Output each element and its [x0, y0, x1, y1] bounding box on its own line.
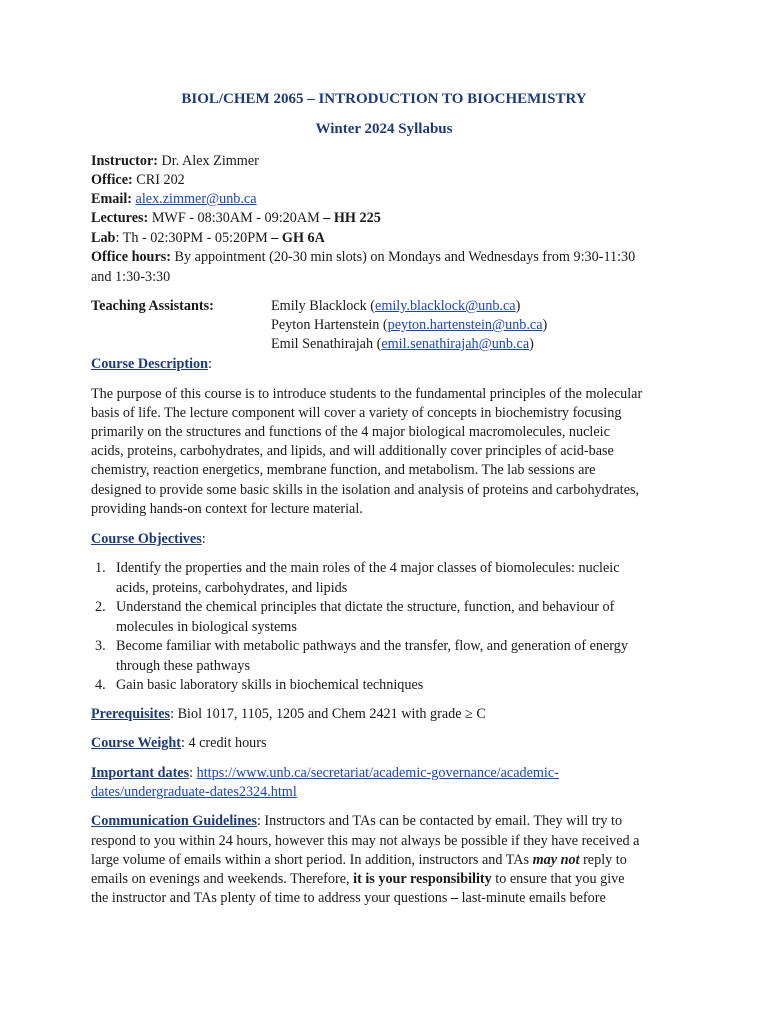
- instructor-label: Instructor:: [91, 153, 158, 169]
- prerequisites-heading: Prerequisites: [91, 706, 171, 722]
- important-dates-link[interactable]: https://www.unb.ca/secretariat/academic-governance/academic-: [196, 765, 559, 781]
- email-line: [91, 190, 257, 210]
- teaching-assistants-label: Teaching Assistants:: [91, 298, 214, 314]
- description-line: acids, proteins, carbohydrates, and lipids, and will additionally cover principles of acid-base: [91, 443, 614, 459]
- lab-label: Lab: [91, 230, 116, 246]
- prerequisites-value: : Biol 1017, 1105, 1205 and Chem 2421 with grade ≥ C: [170, 706, 486, 722]
- lab-value: : Th - 02:30PM - 05:20PM: [115, 230, 272, 246]
- communication-heading: Communication Guidelines: [91, 813, 257, 829]
- communication-line: Communication Guidelines: Instructors and TAs can be contacted by email. They will try to: [91, 813, 623, 829]
- lectures-line: [91, 209, 381, 229]
- description-line: designed to provide some basic skills in the isolation and analysis of proteins and carbohydrates,: [91, 482, 640, 498]
- course-weight-line: [91, 734, 267, 754]
- instructor-value: Dr. Alex Zimmer: [157, 153, 259, 169]
- communication-line: the instructor and TAs plenty of time to address your questions – last-minute emails before: [91, 890, 606, 906]
- office-hours-label: Office hours:: [91, 249, 171, 265]
- office-line: [91, 171, 185, 191]
- list-item: 2. Understand the chemical principles that dictate the structure, function, and behaviour of molecules in biological systems: [95, 599, 615, 635]
- ta-email-link[interactable]: peyton.hartenstein@unb.ca: [387, 317, 543, 333]
- instructor-line: [91, 152, 259, 172]
- list-item: 4. Gain basic laboratory skills in biochemical techniques: [95, 677, 424, 693]
- page-title: BIOL/CHEM 2065 – INTRODUCTION TO BIOCHEMISTRY: [181, 91, 587, 107]
- communication-line: respond to you within 24 hours, however this may not always be possible if they have received a: [91, 833, 640, 849]
- office-hours-line: [91, 248, 635, 268]
- communication-line: large volume of emails within a short period. In addition, instructors and TAs may not reply to: [91, 852, 627, 868]
- course-objectives-heading: Course Objectives:: [91, 531, 206, 547]
- office-hours-value: By appointment (20-30 min slots) on Mondays and Wednesdays from 9:30-11:30: [171, 249, 636, 265]
- email-label: Email:: [91, 191, 132, 207]
- description-line: The purpose of this course is to introduce students to the fundamental principles of the molecular: [91, 386, 643, 402]
- ta-entry: Emily Blacklock (emily.blacklock@unb.ca): [271, 298, 521, 314]
- office-hours-line-2: and 1:30-3:30: [91, 269, 171, 285]
- lectures-value: MWF - 08:30AM - 09:20AM: [148, 210, 324, 226]
- important-dates-link[interactable]: dates/undergraduate-dates2324.html: [91, 784, 297, 800]
- ta-entry: Emil Senathirajah (emil.senathirajah@unb.ca): [271, 336, 534, 352]
- office-label: Office:: [91, 172, 133, 188]
- course-description-heading: Course Description:: [91, 356, 212, 372]
- instructor-email-link[interactable]: alex.zimmer@unb.ca: [135, 191, 257, 207]
- lab-room: – GH 6A: [271, 230, 325, 246]
- important-dates-link-cont: [91, 783, 297, 803]
- important-dates-heading: Important dates: [91, 765, 190, 781]
- prerequisites-line: [91, 705, 486, 725]
- important-dates-line: Important dates: https://www.unb.ca/secretariat/academic-governance/academic-: [91, 765, 559, 781]
- description-line: providing hands-on context for lecture material.: [91, 501, 363, 517]
- objectives-list: [91, 559, 691, 696]
- description-line: basis of life. The lecture component will cover a variety of concepts in biochemistry focusing: [91, 405, 622, 421]
- communication-line: emails on evenings and weekends. Therefore, it is your responsibility to ensure that you give: [91, 871, 625, 887]
- description-line: primarily on the structures and functions of the 4 major biological macromolecules, nucleic: [91, 424, 610, 440]
- description-line: chemistry, reaction energetics, membrane function, and metabolism. The lab sessions are: [91, 462, 596, 478]
- lectures-room: – HH 225: [323, 210, 381, 226]
- list-item: 1. Identify the properties and the main roles of the 4 major classes of biomolecules: nucleic acids, proteins, carbohydrates, and lipids: [95, 560, 620, 596]
- lectures-label: Lectures:: [91, 210, 149, 226]
- course-weight-heading: Course Weight: [91, 735, 181, 751]
- lab-line: [91, 229, 325, 249]
- list-item: 3. Become familiar with metabolic pathways and the transfer, flow, and generation of energy through these pathways: [95, 638, 628, 674]
- page-subtitle: Winter 2024 Syllabus: [315, 121, 453, 137]
- ta-email-link[interactable]: emil.senathirajah@unb.ca: [381, 336, 530, 352]
- ta-email-link[interactable]: emily.blacklock@unb.ca: [375, 298, 516, 314]
- office-value: CRI 202: [132, 172, 185, 188]
- ta-entry: Peyton Hartenstein (peyton.hartenstein@unb.ca): [271, 317, 548, 333]
- course-weight-value: : 4 credit hours: [181, 735, 267, 751]
